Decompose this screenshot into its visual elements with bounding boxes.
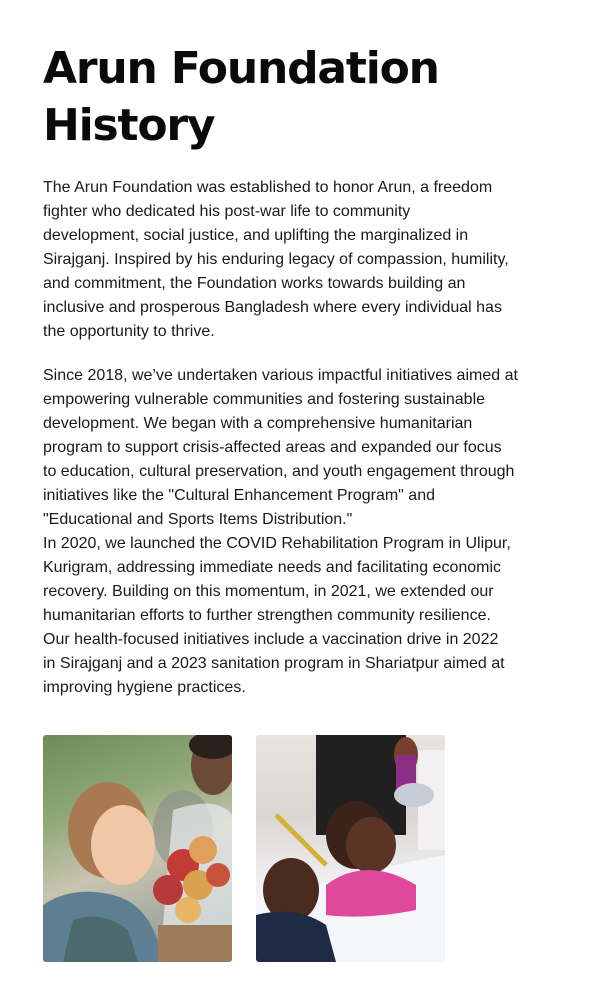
text-line: development. We began with a comprehensive humanitarian: [43, 415, 473, 432]
text-line: the opportunity to thrive.: [43, 323, 215, 340]
text-line: humanitarian efforts to further strengthen community resilience.: [43, 607, 491, 624]
text-line: initiatives like the "Cultural Enhancement Program" and: [43, 487, 435, 504]
history-paragraph-initiatives: [43, 364, 563, 532]
text-line: improving hygiene practices.: [43, 679, 246, 696]
text-line: In 2020, we launched the COVID Rehabilitation Program in Ulipur,: [43, 535, 511, 552]
text-line: and commitment, the Foundation works towards building an: [43, 275, 466, 292]
page-title-line-1: Arun Foundation: [43, 43, 439, 94]
girl-receiving-apples-photo: [43, 735, 232, 962]
text-line: inclusive and prosperous Bangladesh where every individual has: [43, 299, 502, 316]
text-line: empowering vulnerable communities and fostering sustainable: [43, 391, 486, 408]
photo-illustration: [256, 735, 445, 962]
text-line: fighter who dedicated his post-war life to community: [43, 203, 411, 220]
text-line: development, social justice, and uplifting the marginalized in: [43, 227, 469, 244]
photo-illustration: [43, 735, 232, 962]
text-line: program to support crisis-affected areas and expanded our focus: [43, 439, 502, 456]
page-title-line-2: History: [43, 100, 215, 151]
page-title: [43, 40, 563, 154]
text-line: Since 2018, we’ve undertaken various impactful initiatives aimed at: [43, 367, 518, 384]
text-line: recovery. Building on this momentum, in 2021, we extended our: [43, 583, 494, 600]
text-line: The Arun Foundation was established to honor Arun, a freedom: [43, 179, 493, 196]
children-at-table-photo: [256, 735, 445, 962]
text-line: to education, cultural preservation, and youth engagement through: [43, 463, 515, 480]
text-line: "Educational and Sports Items Distribution.": [43, 511, 353, 528]
history-paragraph-intro: [43, 176, 563, 344]
text-line: Sirajganj. Inspired by his enduring legacy of compassion, humility,: [43, 251, 509, 268]
text-line: Our health-focused initiatives include a vaccination drive in 2022: [43, 631, 499, 648]
history-paragraph-programs: [43, 532, 563, 700]
text-line: Kurigram, addressing immediate needs and facilitating economic: [43, 559, 502, 576]
text-line: in Sirajganj and a 2023 sanitation program in Shariatpur aimed at: [43, 655, 505, 672]
